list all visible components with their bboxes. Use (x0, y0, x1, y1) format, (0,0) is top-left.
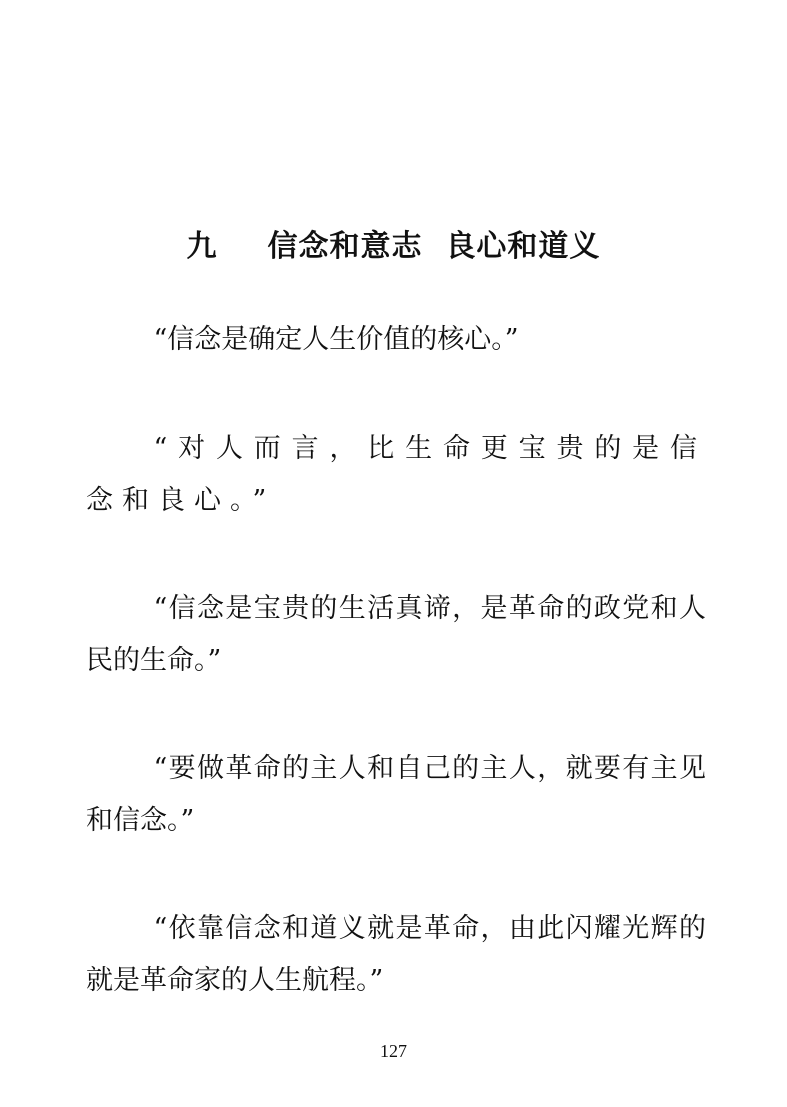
chapter-number: 九 (186, 229, 218, 265)
quote-paragraph: “依靠信念和道义就是革命，由此闪耀光辉的就是革命家的人生航程。” (86, 913, 706, 996)
page-number: 127 (380, 1041, 407, 1061)
chapter-title: 信念和意志 良心和道义 (267, 229, 601, 265)
quote-paragraph: “对人而言，比生命更宝贵的是信念和良心。” (86, 433, 706, 516)
quote-paragraph: “要做革命的主人和自己的主人，就要有主见和信念。” (86, 753, 706, 836)
quote-paragraph: “信念是确定人生价值的核心。” (153, 324, 519, 355)
chapter-heading (0, 225, 787, 269)
quote-paragraph: “信念是宝贵的生活真谛，是革命的政党和人民的生命。” (86, 593, 706, 676)
